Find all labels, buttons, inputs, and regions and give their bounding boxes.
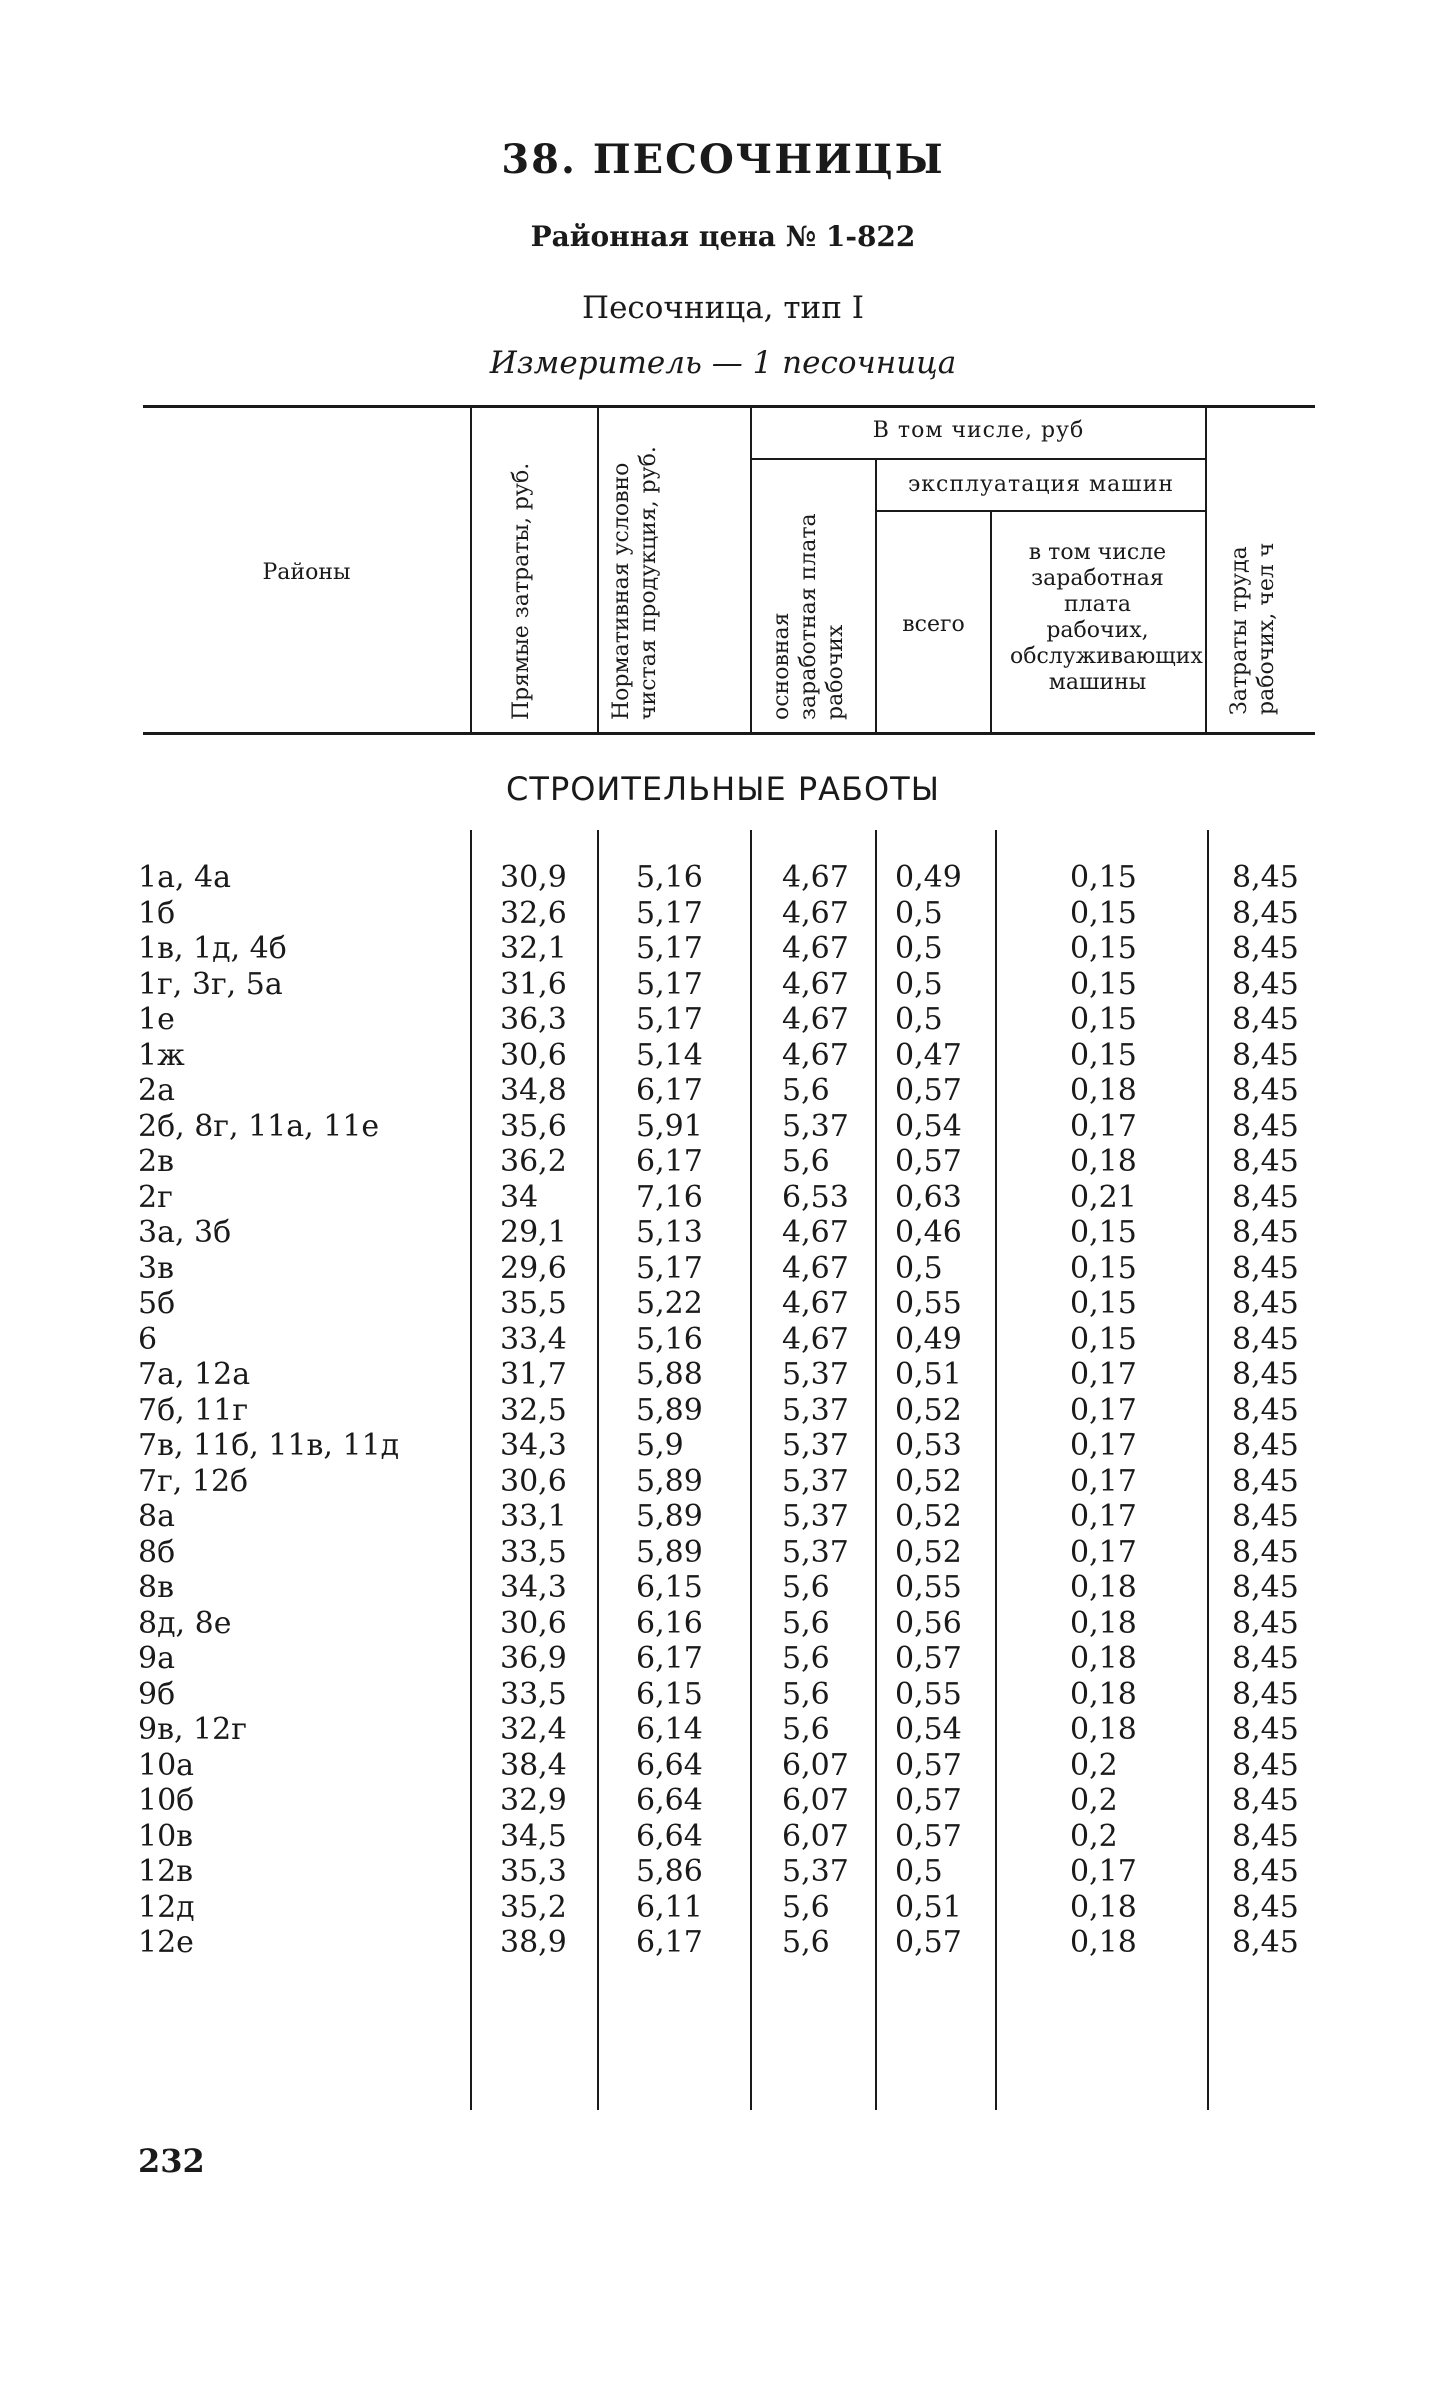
cell-machines: 0,51 <box>895 1889 962 1925</box>
cell-machine-wages: 0,18 <box>1070 1073 1137 1108</box>
cell-direct: 32,6 <box>500 895 567 931</box>
cell-labor: 8,45 <box>1232 1712 1299 1747</box>
cell-machines: 0,52 <box>895 1392 962 1428</box>
cell-direct: 31,7 <box>500 1357 567 1392</box>
cell-norm: 6,64 <box>636 1783 703 1818</box>
cell-direct: 29,6 <box>500 1250 567 1286</box>
cell-wages: 4,67 <box>782 1250 849 1286</box>
table-row <box>0 1357 1446 1393</box>
cell-machine-wages: 0,15 <box>1070 1002 1137 1037</box>
cell-machine-wages: 0,17 <box>1070 1854 1137 1889</box>
cell-machine-wages: 0,18 <box>1070 1889 1137 1925</box>
cell-machine-wages: 0,18 <box>1070 1641 1137 1676</box>
cell-direct: 33,5 <box>500 1534 567 1570</box>
cell-machine-wages: 0,2 <box>1070 1747 1118 1783</box>
cell-region: 3а, 3б <box>138 1215 232 1250</box>
unit-subtitle: Измеритель — 1 песочница <box>489 345 957 381</box>
cell-machines: 0,46 <box>895 1215 962 1250</box>
cell-direct: 34,3 <box>500 1428 567 1463</box>
cell-direct: 34,5 <box>500 1818 567 1854</box>
cell-machine-wages: 0,17 <box>1070 1392 1137 1428</box>
cell-direct: 32,5 <box>500 1392 567 1428</box>
cell-wages: 5,6 <box>782 1676 830 1712</box>
cell-norm: 5,13 <box>636 1215 703 1250</box>
cell-wages: 4,67 <box>782 1321 849 1357</box>
cell-direct: 36,2 <box>500 1144 567 1179</box>
cell-region: 1а, 4а <box>138 860 232 895</box>
cell-machine-wages: 0,18 <box>1070 1676 1137 1712</box>
cell-machines: 0,52 <box>895 1463 962 1499</box>
cell-wages: 5,6 <box>782 1073 830 1108</box>
table-row <box>0 1819 1446 1855</box>
cell-direct: 30,6 <box>500 1463 567 1499</box>
cell-wages: 5,37 <box>782 1428 849 1463</box>
cell-wages: 4,67 <box>782 966 849 1002</box>
table-body <box>0 860 1446 1961</box>
cell-labor: 8,45 <box>1232 1073 1299 1108</box>
cell-region: 8в <box>138 1570 174 1605</box>
cell-labor: 8,45 <box>1232 1889 1299 1925</box>
cell-machines: 0,57 <box>895 1144 962 1179</box>
cell-machine-wages: 0,17 <box>1070 1428 1137 1463</box>
cell-region: 6 <box>138 1321 158 1357</box>
table-row <box>0 1286 1446 1322</box>
cell-direct: 35,6 <box>500 1108 567 1144</box>
table-row <box>0 1109 1446 1145</box>
cell-machines: 0,49 <box>895 1321 962 1357</box>
cell-machines: 0,63 <box>895 1179 962 1215</box>
table-row <box>0 1535 1446 1571</box>
cell-region: 7а, 12а <box>138 1357 251 1392</box>
cell-wages: 5,37 <box>782 1357 849 1392</box>
cell-labor: 8,45 <box>1232 1641 1299 1676</box>
cell-wages: 5,37 <box>782 1392 849 1428</box>
cell-direct: 30,9 <box>500 860 567 895</box>
section-title: СТРОИТЕЛЬНЫЕ РАБОТЫ <box>506 770 940 808</box>
table-row <box>0 1038 1446 1074</box>
cell-norm: 6,64 <box>636 1818 703 1854</box>
cell-machine-wages: 0,17 <box>1070 1108 1137 1144</box>
table-row <box>0 1499 1446 1535</box>
cell-norm: 5,16 <box>636 860 703 895</box>
cell-labor: 8,45 <box>1232 1854 1299 1889</box>
cell-labor: 8,45 <box>1232 1463 1299 1499</box>
table-row <box>0 1002 1446 1038</box>
cell-wages: 4,67 <box>782 931 849 966</box>
cell-machines: 0,51 <box>895 1357 962 1392</box>
cell-norm: 7,16 <box>636 1179 703 1215</box>
cell-labor: 8,45 <box>1232 1286 1299 1321</box>
header-divider-2 <box>597 408 599 732</box>
cell-machines: 0,52 <box>895 1534 962 1570</box>
cell-region: 1в, 1д, 4б <box>138 931 287 966</box>
cell-machines: 0,54 <box>895 1108 962 1144</box>
cell-machines: 0,54 <box>895 1712 962 1747</box>
cell-region: 7г, 12б <box>138 1463 249 1499</box>
table-row <box>0 1073 1446 1109</box>
cell-direct: 36,9 <box>500 1641 567 1676</box>
table-row <box>0 1748 1446 1784</box>
cell-norm: 6,14 <box>636 1712 703 1747</box>
cell-region: 10в <box>138 1818 194 1854</box>
cell-labor: 8,45 <box>1232 1605 1299 1641</box>
cell-labor: 8,45 <box>1232 966 1299 1002</box>
type-subtitle: Песочница, тип I <box>582 290 864 326</box>
cell-region: 1ж <box>138 1037 185 1073</box>
header-divider-6 <box>1205 408 1207 732</box>
cell-region: 8б <box>138 1534 176 1570</box>
cell-labor: 8,45 <box>1232 1179 1299 1215</box>
cell-region: 5б <box>138 1286 176 1321</box>
cell-region: 1б <box>138 895 176 931</box>
cell-wages: 5,6 <box>782 1889 830 1925</box>
cell-region: 12е <box>138 1925 194 1960</box>
cell-machines: 0,5 <box>895 966 943 1002</box>
table-row <box>0 1890 1446 1926</box>
cell-machines: 0,5 <box>895 1250 943 1286</box>
header-divider-5 <box>990 512 992 732</box>
cell-labor: 8,45 <box>1232 1108 1299 1144</box>
cell-machine-wages: 0,15 <box>1070 1321 1137 1357</box>
cell-machine-wages: 0,17 <box>1070 1534 1137 1570</box>
table-row <box>0 860 1446 896</box>
machines-rule <box>875 510 1205 512</box>
cell-region: 2в <box>138 1144 174 1179</box>
cell-region: 2г <box>138 1179 173 1215</box>
cell-labor: 8,45 <box>1232 860 1299 895</box>
cell-labor: 8,45 <box>1232 931 1299 966</box>
cell-region: 1г, 3г, 5а <box>138 966 283 1002</box>
page-number: 232 <box>138 2142 205 2180</box>
cell-machine-wages: 0,17 <box>1070 1499 1137 1534</box>
header-machine-operation: эксплуатация машин <box>907 472 1175 497</box>
cell-norm: 5,17 <box>636 931 703 966</box>
cell-machine-wages: 0,15 <box>1070 860 1137 895</box>
cell-region: 12д <box>138 1889 195 1925</box>
cell-wages: 4,67 <box>782 1037 849 1073</box>
cell-wages: 4,67 <box>782 1002 849 1037</box>
cell-region: 12в <box>138 1854 194 1889</box>
cell-direct: 36,3 <box>500 1002 567 1037</box>
table-row <box>0 1251 1446 1287</box>
cell-norm: 5,91 <box>636 1108 703 1144</box>
cell-machines: 0,52 <box>895 1499 962 1534</box>
cell-direct: 35,3 <box>500 1854 567 1889</box>
cell-machine-wages: 0,18 <box>1070 1925 1137 1960</box>
cell-wages: 4,67 <box>782 860 849 895</box>
cell-machines: 0,57 <box>895 1818 962 1854</box>
price-subtitle: Районная цена № 1-822 <box>530 220 916 253</box>
table-row <box>0 1925 1446 1961</box>
cell-direct: 35,2 <box>500 1889 567 1925</box>
table-top-rule <box>143 405 1315 408</box>
cell-machines: 0,55 <box>895 1676 962 1712</box>
cell-norm: 6,15 <box>636 1676 703 1712</box>
cell-direct: 34 <box>500 1179 539 1215</box>
header-direct-costs: Прямые затраты, руб. <box>509 462 534 720</box>
cell-labor: 8,45 <box>1232 1570 1299 1605</box>
cell-norm: 5,89 <box>636 1392 703 1428</box>
cell-machines: 0,5 <box>895 1002 943 1037</box>
cell-region: 9б <box>138 1676 176 1712</box>
cell-wages: 5,6 <box>782 1570 830 1605</box>
cell-machine-wages: 0,17 <box>1070 1463 1137 1499</box>
cell-machines: 0,49 <box>895 860 962 895</box>
cell-region: 1е <box>138 1002 175 1037</box>
cell-direct: 30,6 <box>500 1037 567 1073</box>
cell-machines: 0,55 <box>895 1570 962 1605</box>
cell-machine-wages: 0,15 <box>1070 1286 1137 1321</box>
table-row <box>0 1570 1446 1606</box>
cell-labor: 8,45 <box>1232 1144 1299 1179</box>
cell-wages: 5,6 <box>782 1641 830 1676</box>
cell-direct: 32,9 <box>500 1783 567 1818</box>
cell-labor: 8,45 <box>1232 1037 1299 1073</box>
table-row <box>0 1677 1446 1713</box>
cell-machines: 0,56 <box>895 1605 962 1641</box>
cell-machine-wages: 0,21 <box>1070 1179 1137 1215</box>
cell-norm: 6,17 <box>636 1144 703 1179</box>
cell-direct: 33,4 <box>500 1321 567 1357</box>
cell-labor: 8,45 <box>1232 1925 1299 1960</box>
header-machine-wages: в том числе заработная плата рабочих, обслуживающих машины <box>1010 540 1203 695</box>
cell-wages: 5,6 <box>782 1605 830 1641</box>
cell-norm: 5,86 <box>636 1854 703 1889</box>
cell-norm: 5,17 <box>636 966 703 1002</box>
header-divider-3 <box>750 408 752 732</box>
cell-labor: 8,45 <box>1232 1499 1299 1534</box>
cell-direct: 33,1 <box>500 1499 567 1534</box>
cell-labor: 8,45 <box>1232 1747 1299 1783</box>
cell-wages: 5,6 <box>782 1712 830 1747</box>
cell-region: 10б <box>138 1783 195 1818</box>
cell-machine-wages: 0,15 <box>1070 931 1137 966</box>
table-row <box>0 967 1446 1003</box>
cell-machine-wages: 0,18 <box>1070 1570 1137 1605</box>
cell-machine-wages: 0,15 <box>1070 1215 1137 1250</box>
cell-norm: 6,17 <box>636 1925 703 1960</box>
cell-machines: 0,57 <box>895 1641 962 1676</box>
cell-direct: 34,3 <box>500 1570 567 1605</box>
cell-direct: 31,6 <box>500 966 567 1002</box>
cell-wages: 5,37 <box>782 1854 849 1889</box>
cell-wages: 4,67 <box>782 1215 849 1250</box>
cell-machines: 0,57 <box>895 1747 962 1783</box>
cell-norm: 5,17 <box>636 1250 703 1286</box>
cell-norm: 6,64 <box>636 1747 703 1783</box>
cell-norm: 5,17 <box>636 1002 703 1037</box>
cell-norm: 6,17 <box>636 1641 703 1676</box>
cell-machine-wages: 0,15 <box>1070 895 1137 931</box>
cell-norm: 6,17 <box>636 1073 703 1108</box>
cell-direct: 38,9 <box>500 1925 567 1960</box>
cell-wages: 6,53 <box>782 1179 849 1215</box>
cell-machines: 0,47 <box>895 1037 962 1073</box>
table-row <box>0 1428 1446 1464</box>
table-row <box>0 1783 1446 1819</box>
cell-wages: 5,37 <box>782 1108 849 1144</box>
cell-wages: 6,07 <box>782 1747 849 1783</box>
cell-labor: 8,45 <box>1232 1250 1299 1286</box>
cell-norm: 5,22 <box>636 1286 703 1321</box>
cell-wages: 6,07 <box>782 1783 849 1818</box>
cell-machines: 0,57 <box>895 1073 962 1108</box>
table-row <box>0 1393 1446 1429</box>
cell-direct: 32,4 <box>500 1712 567 1747</box>
cell-machine-wages: 0,2 <box>1070 1818 1118 1854</box>
cell-wages: 5,37 <box>782 1499 849 1534</box>
cell-labor: 8,45 <box>1232 1676 1299 1712</box>
cell-machine-wages: 0,17 <box>1070 1357 1137 1392</box>
cell-norm: 5,89 <box>636 1534 703 1570</box>
cell-labor: 8,45 <box>1232 1818 1299 1854</box>
cell-region: 7в, 11б, 11в, 11д <box>138 1428 400 1463</box>
cell-machines: 0,57 <box>895 1925 962 1960</box>
cell-wages: 4,67 <box>782 1286 849 1321</box>
table-row <box>0 1322 1446 1358</box>
cell-labor: 8,45 <box>1232 1783 1299 1818</box>
cell-norm: 5,89 <box>636 1499 703 1534</box>
cell-direct: 29,1 <box>500 1215 567 1250</box>
cell-machines: 0,57 <box>895 1783 962 1818</box>
cell-machine-wages: 0,18 <box>1070 1605 1137 1641</box>
cell-norm: 5,14 <box>636 1037 703 1073</box>
cell-labor: 8,45 <box>1232 1428 1299 1463</box>
table-row <box>0 931 1446 967</box>
header-regions: Районы <box>262 560 351 585</box>
cell-norm: 5,17 <box>636 895 703 931</box>
cell-machines: 0,53 <box>895 1428 962 1463</box>
header-normative-net-product: Нормативная условно чистая продукция, руб. <box>609 446 661 720</box>
header-divider-4 <box>875 460 877 732</box>
cell-norm: 6,16 <box>636 1605 703 1641</box>
cell-norm: 5,16 <box>636 1321 703 1357</box>
cell-machines: 0,5 <box>895 931 943 966</box>
table-row <box>0 1180 1446 1216</box>
cell-region: 8а <box>138 1499 175 1534</box>
cell-norm: 5,9 <box>636 1428 684 1463</box>
cell-labor: 8,45 <box>1232 1215 1299 1250</box>
cell-region: 7б, 11г <box>138 1392 249 1428</box>
table-row <box>0 1464 1446 1500</box>
cell-machines: 0,55 <box>895 1286 962 1321</box>
table-row <box>0 1606 1446 1642</box>
cell-direct: 30,6 <box>500 1605 567 1641</box>
cell-machine-wages: 0,15 <box>1070 1037 1137 1073</box>
cell-norm: 5,89 <box>636 1463 703 1499</box>
cell-region: 9в, 12г <box>138 1712 247 1747</box>
cell-labor: 8,45 <box>1232 1392 1299 1428</box>
cell-wages: 4,67 <box>782 895 849 931</box>
including-rule <box>750 458 1205 460</box>
cell-wages: 5,6 <box>782 1925 830 1960</box>
cell-machine-wages: 0,18 <box>1070 1144 1137 1179</box>
cell-region: 8д, 8е <box>138 1605 232 1641</box>
cell-wages: 5,6 <box>782 1144 830 1179</box>
cell-region: 2б, 8г, 11а, 11е <box>138 1108 380 1144</box>
table-row <box>0 1854 1446 1890</box>
cell-wages: 5,37 <box>782 1463 849 1499</box>
cell-direct: 38,4 <box>500 1747 567 1783</box>
cell-direct: 32,1 <box>500 931 567 966</box>
cell-norm: 5,88 <box>636 1357 703 1392</box>
page-title: 38. ПЕСОЧНИЦЫ <box>501 136 945 183</box>
cell-region: 2а <box>138 1073 175 1108</box>
header-base-wages: основная заработная плата рабочих <box>769 513 848 720</box>
cell-wages: 5,37 <box>782 1534 849 1570</box>
table-row <box>0 1144 1446 1180</box>
cell-labor: 8,45 <box>1232 895 1299 931</box>
cell-region: 10а <box>138 1747 195 1783</box>
cell-labor: 8,45 <box>1232 1357 1299 1392</box>
cell-labor: 8,45 <box>1232 1321 1299 1357</box>
table-row <box>0 896 1446 932</box>
cell-labor: 8,45 <box>1232 1534 1299 1570</box>
table-row <box>0 1215 1446 1251</box>
cell-machine-wages: 0,18 <box>1070 1712 1137 1747</box>
cell-machines: 0,5 <box>895 1854 943 1889</box>
table-row <box>0 1712 1446 1748</box>
cell-direct: 35,5 <box>500 1286 567 1321</box>
cell-region: 3в <box>138 1250 174 1286</box>
cell-machine-wages: 0,15 <box>1070 966 1137 1002</box>
cell-region: 9а <box>138 1641 175 1676</box>
table-row <box>0 1641 1446 1677</box>
cell-wages: 6,07 <box>782 1818 849 1854</box>
cell-direct: 33,5 <box>500 1676 567 1712</box>
cell-machine-wages: 0,15 <box>1070 1250 1137 1286</box>
cell-norm: 6,11 <box>636 1889 703 1925</box>
cell-labor: 8,45 <box>1232 1002 1299 1037</box>
cell-norm: 6,15 <box>636 1570 703 1605</box>
header-machines-total: всего <box>902 612 965 637</box>
header-labor-costs: Затраты труда рабочих, чел ч <box>1227 542 1279 715</box>
header-divider-1 <box>470 408 472 732</box>
header-including: В том числе, руб <box>872 418 1085 443</box>
cell-direct: 34,8 <box>500 1073 567 1108</box>
table-header-bottom-rule <box>143 732 1315 735</box>
cell-machine-wages: 0,2 <box>1070 1783 1118 1818</box>
cell-machines: 0,5 <box>895 895 943 931</box>
